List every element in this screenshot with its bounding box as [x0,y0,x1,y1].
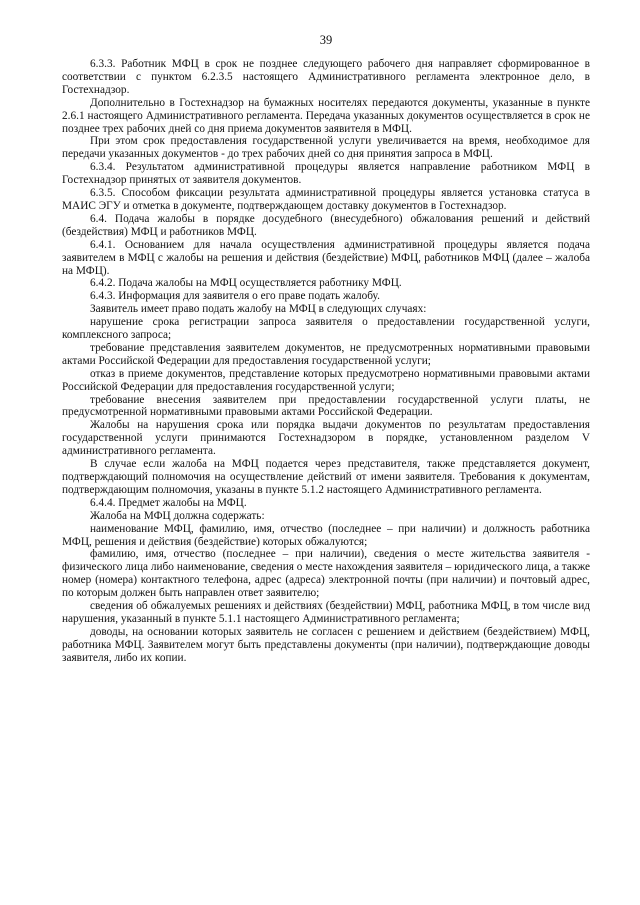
paragraph-complaint-cases: Заявитель имеет право подать жалобу на МФЦ в следующих случаях: [90,303,427,316]
list-item-extra-documents: требование представления заявителем документов, не предусмотренных нормативными правовыми актами Российской Федерации для предоставления государственной услуги; [62,341,590,367]
list-item-arguments: доводы, на основании которых заявитель не согласен с решением и действием (бездействием) МФЦ, работника МФЦ. Заявителем могут быть представлены документы (при наличии), подтверждающие доводы заявителя, либо их копии. [62,625,590,664]
list-item-payment-demand: требование внесения заявителем при предоставлении государственной услуги платы, не предусмотренной нормативными правовыми актами Российской Федерации. [62,393,590,419]
paragraph-term-extension: При этом срок предоставления государственной услуги увеличивается на время, необходимое для передачи указанных документов - до трех рабочих дней со дня принятия запроса в МФЦ. [62,135,590,161]
paragraph-6-3-5: 6.3.5. Способом фиксации результата административной процедуры является установка статуса в МАИС ЭГУ и отметка в документе, подтверждающем доставку документов в Гостехнадзор. [62,187,590,212]
document-body [62,58,590,665]
paragraph-complaints-deadline: Жалобы на нарушения срока или порядка выдачи документов по результатам предоставления государственной услуги принимаются Гостехнадзором в порядке, установленном разделом V административного регламента. [62,419,590,458]
paragraph-complaint-content: Жалоба на МФЦ должна содержать: [90,509,265,522]
list-item-applicant-details: фамилию, имя, отчество (последнее – при наличии), сведения о месте жительства заявителя - физического лица либо наименование, сведения о месте нахождения заявителя – юридического лица, а также номер (номера) контактного телефона, адрес (адреса) электронной почты (при наличии) и почтовый адрес, по которым должен быть направлен ответ заявителю; [62,548,590,600]
list-item-mfc-name: наименование МФЦ, фамилию, имя, отчество (последнее – при наличии) и должность работника МФЦ, решения и действия (бездействие) которых обжалуются; [62,522,590,548]
paragraph-6-3-4: 6.3.4. Результатом административной процедуры является направление работником МФЦ в Гостехнадзор принятых от заявителя документов. [62,161,590,187]
paragraph-6-4-4: 6.4.4. Предмет жалобы на МФЦ. [90,496,247,509]
paragraph-6-4-1: 6.4.1. Основанием для начала осуществления административной процедуры является подача заявителем в МФЦ с жалобы на решения и действия (бездействие) МФЦ, работников МФЦ (далее – жалоба на МФЦ). [62,238,590,277]
list-item-refusal: отказ в приеме документов, представление которых предусмотрено нормативными правовыми актами Российской Федерации для предоставления государственной услуги; [62,367,590,393]
paragraph-representative: В случае если жалоба на МФЦ подается через представителя, также представляется документ, подтверждающий полномочия на осуществление действий от имени заявителя. Требования к документам, подтверждающим полномочия, указаны в пункте 5.1.2 настоящего Административного регламента. [62,458,590,496]
paragraph-paper-transfer: Дополнительно в Гостехнадзор на бумажных носителях передаются документы, указанные в пункте 2.6.1 настоящего Административного регламента. Передача указанных документов осуществляется в срок не позднее трех рабочих дней со дня приема документов заявителя в МФЦ. [62,96,590,135]
paragraph-6-4-2: 6.4.2. Подача жалобы на МФЦ осуществляется работнику МФЦ. [90,277,402,290]
paragraph-6-4-3: 6.4.3. Информация для заявителя о его праве подать жалобу. [90,290,380,303]
list-item-registration-violation: нарушение срока регистрации запроса заявителя о предоставлении государственной услуги, комплексного запроса; [62,316,590,342]
paragraph-6-4: 6.4. Подача жалобы в порядке досудебного (внесудебного) обжалования решений и действий (бездействия) МФЦ и работников МФЦ. [62,212,590,238]
list-item-appealed-decisions: сведения об обжалуемых решениях и действиях (бездействии) МФЦ, работника МФЦ, в том числе вид нарушения, указанный в пункте 5.1.1 настоящего Административного регламента; [62,600,590,625]
page-number: 39 [319,33,333,47]
paragraph-6-3-3: 6.3.3. Работник МФЦ в срок не позднее следующего рабочего дня направляет сформированное в соответствии с пунктом 6.2.3.5 настоящего Административного регламента электронное дело, в Гостехнадзор. [62,58,590,96]
